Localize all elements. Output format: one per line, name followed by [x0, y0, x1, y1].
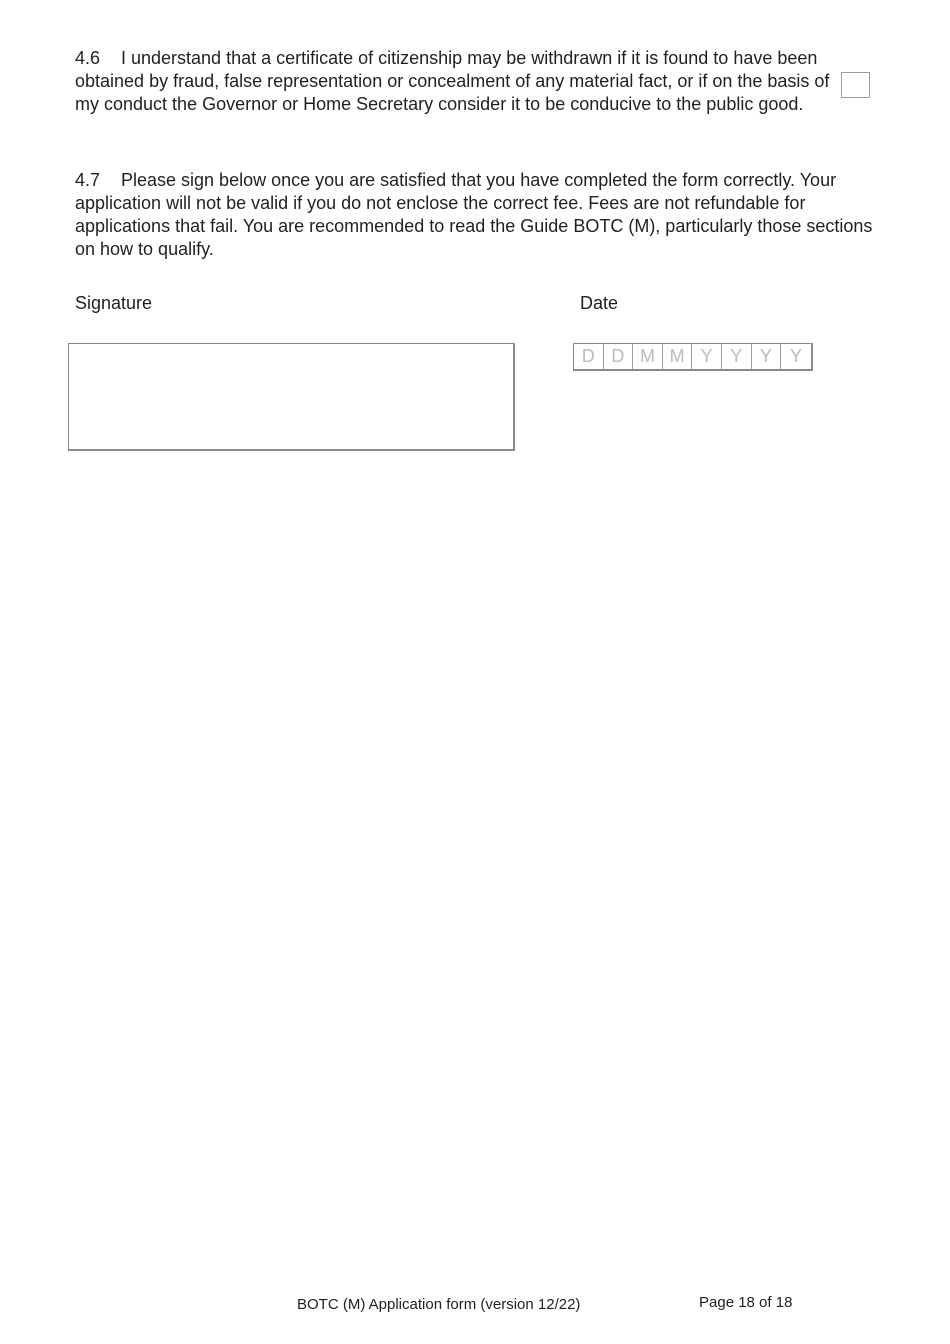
declaration-4-6-checkbox[interactable]	[841, 72, 870, 98]
date-year-digit-2[interactable]: Y	[722, 344, 752, 369]
date-label: Date	[580, 293, 619, 313]
section-number: 4.6	[75, 48, 101, 68]
signature-label: Signature	[75, 293, 153, 313]
date-day-digit-2[interactable]: D	[604, 344, 634, 369]
footer-page-number: Page 18 of 18	[699, 1294, 793, 1311]
section-number: 4.7	[75, 170, 101, 190]
declaration-text: Please sign below once you are satisfied that you have completed the form correctly. Your application will not be valid if you do not enclose the correct fee. Fees are not refundable for applications that fail. You are recommended to read the Guide BOTC (M), particularly those sections on how to qualify.	[75, 170, 873, 259]
date-field[interactable]	[573, 343, 813, 371]
date-year-digit-4[interactable]: Y	[789, 346, 802, 366]
footer-form-name: BOTC (M) Application form (version 12/22)	[297, 1296, 581, 1313]
declaration-4-6	[75, 47, 830, 116]
date-day-digit-1[interactable]: D	[574, 344, 604, 369]
date-year-digit-1[interactable]: Y	[692, 344, 722, 369]
date-year-digit-3[interactable]: Y	[752, 344, 782, 369]
declaration-text: I understand that a certificate of citizenship may be withdrawn if it is found to have been obtained by fraud, false representation or concealment of any material fact, or if on the basis of my conduct the Governor or Home Secretary consider it to be conducive to the public good.	[75, 48, 830, 114]
declaration-4-7	[75, 169, 887, 261]
signature-field[interactable]	[68, 343, 515, 451]
date-month-digit-2[interactable]: M	[663, 344, 693, 369]
date-month-digit-1[interactable]: M	[633, 344, 663, 369]
